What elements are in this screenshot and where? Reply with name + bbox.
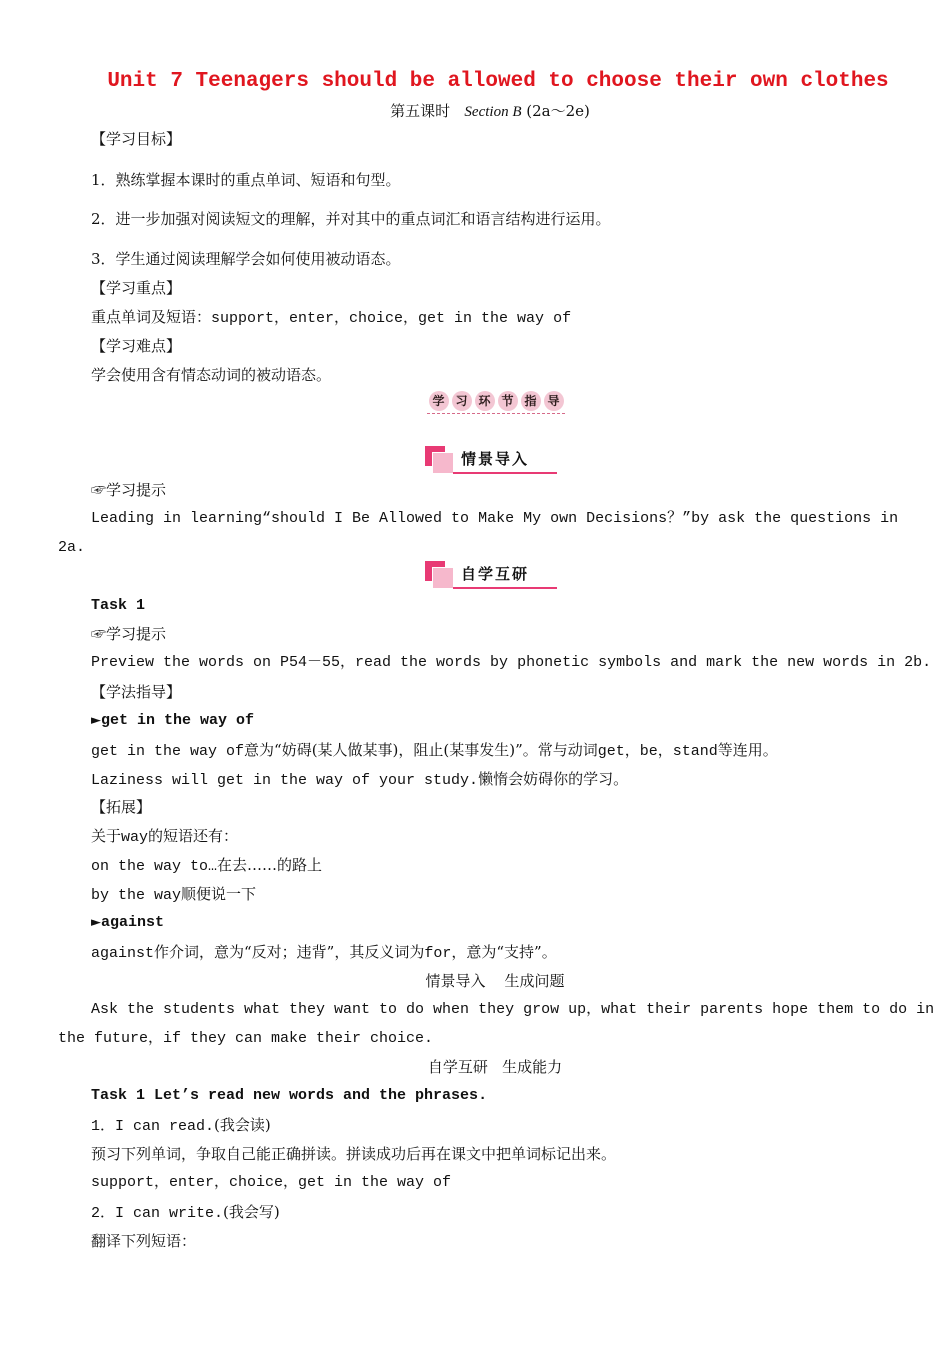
section-banner-intro [425, 446, 557, 474]
phrase-cn: 意为“妨碍(某人做某事)，阻止(某事发生)”。常与动词 [244, 741, 598, 759]
guide-char: 指 [521, 391, 541, 411]
phrase-cn: ，意为“支持”。 [451, 943, 557, 961]
task-instruction: 翻译下列短语： [91, 1232, 197, 1250]
phrase-verbs: get，be，stand [597, 743, 718, 760]
key-points-heading: 【学习重点】 [91, 279, 182, 297]
part-heading-b: 生成能力 [502, 1058, 563, 1076]
phrase-explanation [91, 942, 557, 962]
extend-intro-word: way [121, 829, 149, 846]
objective-item: 1．熟练掌握本课时的重点单词、短语和句型。 [91, 171, 401, 189]
part-heading-intro [0, 971, 950, 991]
difficulties-text: 学会使用含有情态动词的被动语态。 [91, 366, 332, 384]
phrase-cn: 作介词，意为“反对；违背”，其反义词为 [154, 943, 425, 961]
section-banner-self-study [425, 561, 557, 589]
lesson-subtitle [0, 100, 950, 121]
extend-intro-cn: 关于 [91, 827, 122, 845]
banner-underline [453, 587, 557, 589]
tip-label: ☞学习提示 [91, 481, 167, 499]
guide-char: 习 [452, 391, 472, 411]
task-item-cn: (我会读) [214, 1116, 271, 1134]
intro-text-cont: 2a. [58, 539, 86, 556]
task-heading: Task 1 [91, 597, 146, 614]
phrase-explanation [91, 740, 778, 760]
extend-item-cn: 在去……的路上 [217, 856, 323, 874]
page-title: Unit 7 Teenagers should be allowed to choose their own clothes [107, 70, 889, 93]
guide-char: 学 [429, 391, 449, 411]
task-item-en: 2．I can write. [91, 1205, 224, 1222]
extend-item [91, 855, 322, 875]
part-heading-a: 情景导入 [425, 972, 486, 990]
part-heading-b: 生成问题 [504, 972, 565, 990]
guide-char: 环 [475, 391, 495, 411]
extend-heading: 【拓展】 [91, 798, 152, 816]
phrase-en: against [91, 945, 155, 962]
phrase-tail: 等连用。 [717, 741, 778, 759]
guide-char: 节 [498, 391, 518, 411]
task-words: support，enter，choice，get in the way of [91, 1174, 452, 1191]
section-label: Section B [464, 104, 522, 120]
phrase-heading [91, 913, 164, 933]
extend-item [91, 884, 256, 904]
objective-item: 3．学生通过阅读理解学会如何使用被动语态。 [91, 250, 401, 268]
phrase-en: get in the way of [91, 743, 245, 760]
part-heading-a: 自学互研 [427, 1058, 488, 1076]
section-range: (2a～2e) [526, 102, 590, 120]
intro-paragraph: Ask the students what they want to do when they grow up，what their parents hope them to do in [91, 1001, 935, 1018]
guide-char: 导 [544, 391, 564, 411]
task-item [91, 1202, 280, 1222]
guide-banner [427, 391, 565, 414]
part-heading-self [0, 1057, 950, 1077]
difficulties-heading: 【学习难点】 [91, 337, 182, 355]
banner-label: 自学互研 [461, 565, 530, 583]
preview-text: Preview the words on P54－55，read the words by phonetic symbols and mark the new words in 2b. [91, 654, 932, 671]
extend-item-cn: 顺便说一下 [181, 885, 257, 903]
triangle-pointer-icon: ► [91, 915, 101, 930]
banner-square-icon [432, 452, 454, 474]
tip-label: ☞学习提示 [91, 625, 167, 643]
phrase-heading [91, 711, 254, 731]
key-points-text [91, 307, 571, 327]
lesson-number: 第五课时 [390, 102, 451, 120]
method-heading: 【学法指导】 [91, 683, 182, 701]
extend-intro-tail: 的短语还有： [148, 827, 239, 845]
task-item-cn: (我会写) [223, 1203, 280, 1221]
intro-text: Leading in learning“should I Be Allowed to Make My own Decisions？”by ask the questions in [91, 510, 899, 527]
phrase-antonym: for [424, 945, 452, 962]
objectives-heading: 【学习目标】 [91, 130, 182, 148]
key-points-label: 重点单词及短语： [91, 308, 212, 326]
objective-item: 2．进一步加强对阅读短文的理解，并对其中的重点词汇和语言结构进行运用。 [91, 210, 611, 228]
task-item-en: 1．I can read. [91, 1118, 215, 1135]
key-points-words: support，enter，choice，get in the way of [211, 310, 572, 327]
extend-item-en: on the way to… [91, 858, 218, 875]
example-cn: 懒惰会妨碍你的学习。 [478, 770, 629, 788]
intro-paragraph-cont: the future，if they can make their choice. [58, 1030, 434, 1047]
example-sentence [91, 769, 628, 789]
phrase-text: against [101, 914, 165, 931]
task-instruction: 预习下列单词，争取自己能正确拼读。拼读成功后再在课文中把单词标记出来。 [91, 1145, 617, 1163]
task-heading: Task 1 Let’s read new words and the phrases. [91, 1087, 488, 1104]
extend-item-en: by the way [91, 887, 182, 904]
banner-label: 情景导入 [461, 450, 530, 468]
banner-underline [453, 472, 557, 474]
task-item [91, 1115, 271, 1135]
triangle-pointer-icon: ► [91, 713, 101, 728]
example-en: Laziness will get in the way of your study. [91, 772, 479, 789]
banner-square-icon [432, 567, 454, 589]
extend-intro [91, 826, 238, 846]
phrase-text: get in the way of [101, 712, 255, 729]
